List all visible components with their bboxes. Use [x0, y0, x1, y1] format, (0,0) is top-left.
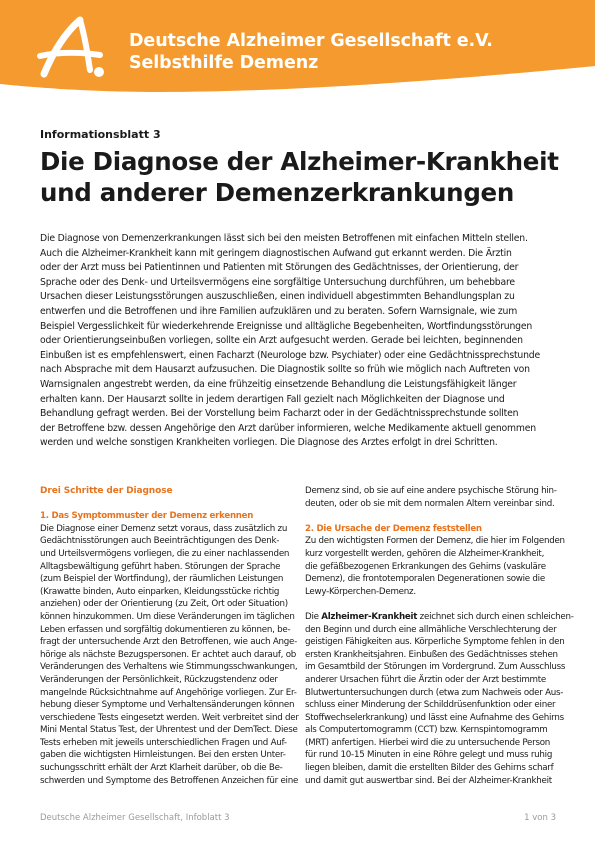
body-line: Veränderungen der Persönlichkeit, Rückzugstendenz oder: [40, 674, 278, 685]
body-line: Leben erfassen und sorgfältig dokumentieren zu können, be-: [40, 624, 291, 635]
body-line: anderer Ursachen führt die Ärztin oder der Arzt bestimmte: [305, 674, 547, 685]
body-line: im Gesamtbild der Störungen im Vordergrund. Zum Ausschluss: [305, 662, 566, 673]
body-line: Alltagsbewältigung geführt haben. Störungen der Sprache: [40, 561, 281, 572]
intro-line: erhalten kann. Der Hausarzt sollte in jedem derartigen Fall gezielt nach Möglichkeiten der Diagnose und: [40, 393, 505, 405]
body-line: den Beginn und durch eine allmähliche Verschlechterung der: [305, 624, 557, 635]
intro-line: nach Absprache mit dem Hausarzt aufzusuchen. Die Diagnostik sollte so früh wie möglich nach Auftreten von: [40, 364, 530, 376]
body-line: Stoffwechselerkrankung) und lässt eine Aufnahme des Gehirns: [305, 712, 564, 723]
org-name-line2: Selbsthilfe Demenz: [129, 53, 319, 73]
body-line: Demenz sind, ob sie auf eine andere psychische Störung hin-: [305, 486, 557, 496]
body-line: Demenz), die frontotemporalen Degenerationen sowie die: [305, 574, 545, 585]
body-line: hörige als nächste Bezugspersonen. Er achtet auch darauf, ob: [40, 649, 297, 660]
intro-line: Auch die Alzheimer-Krankheit kann mit geringem diagnostischen Aufwand gut erkannt werden. Die Ärztin: [40, 247, 512, 259]
bold-term: Alzheimer-Krankheit: [321, 611, 418, 622]
body-line: [305, 611, 574, 624]
intro-line: Warnsignalen angestrebt werden, da eine frühzeitig einsetzende Behandlung die Leistungsfähigkeit länger: [40, 378, 517, 390]
intro-line: oder der Arzt muss bei Patientinnen und Patienten mit Störungen des Gedächtnisses, der Orientierung, der: [40, 262, 519, 274]
section-heading: Drei Schritte der Diagnose: [40, 486, 173, 496]
body-line: können hinzukommen. Um diese Veränderungen im täglichen: [40, 611, 295, 622]
organization-name: [129, 30, 493, 74]
body-line: ersten Krankheitsjahren. Einbußen des Gedächtnisses stehen: [305, 649, 558, 660]
body-line: (MRT) anfertigen. Hierbei wird die zu untersuchende Person: [305, 737, 551, 748]
body-line: für rund 10-15 Minuten in eine Röhre gelegt und muss ruhig: [305, 750, 553, 761]
body-line: und damit gut auswertbar sind. Bei der Alzheimer-Krankheit: [305, 775, 552, 786]
body-line: hebung dieser Symptome und Verhaltensänderungen können: [40, 700, 295, 711]
intro-line: Die Diagnose von Demenzerkrankungen lässt sich bei den meisten Betroffenen mit einfachen Mitteln stellen.: [40, 233, 528, 244]
body-line: schwerden und Symptome des Betroffenen Anzeichen für eine: [40, 775, 299, 786]
intro-line: Ursachen dieser Leistungsstörungen auszuschließen, einen individuell abgestimmten Behandlungsplan zu: [40, 291, 515, 303]
body-line: Lewy-Körperchen-Demenz.: [305, 586, 416, 597]
intro-paragraph: [40, 232, 556, 451]
intro-line: oder Orientierungseinbußen vorliegen, sollte ein Arzt aufgesucht werden. Gerade bei leichten, beginnenden: [40, 335, 523, 347]
body-line: Blutwertuntersuchungen durch (etwa zum Nachweis oder Aus-: [305, 687, 564, 698]
title-line1: Die Diagnose der Alzheimer-Krankheit: [40, 147, 559, 176]
body-line: mangelnde Rücksichtnahme auf Angehörige vorliegen. Zur Er-: [40, 687, 297, 698]
body-line: (Krawatte binden, Auto einparken, Kleidungsstücke richtig: [40, 586, 280, 597]
intro-line: Sprache oder des Denk- und Urteilsvermögens eine sorgfältige Untersuchung durchführen, um behebbare: [40, 276, 515, 288]
inline-text: zeichnet sich durch einen schleichen-: [417, 611, 574, 622]
body-line: als Computertomogramm (CCT) bzw. Kernspintomogramm: [305, 725, 548, 736]
org-name-line1: Deutsche Alzheimer Gesellschaft e.V.: [129, 31, 493, 51]
body-line: Gedächtnisstörungen auch Beeinträchtigungen des Denk-: [40, 536, 280, 547]
page-header: [0, 0, 595, 95]
body-line: (zum Beispiel der Wortfindung), der räumlichen Leistungen: [40, 574, 284, 585]
footer-source: Deutsche Alzheimer Gesellschaft, Infoblatt 3: [40, 813, 230, 823]
body-line: gaben die wichtigsten Hirnleistungen. Bei den ersten Unter-: [40, 750, 286, 761]
body-line: Tests erheben mit jeweils unterschiedlichen Fragen und Auf-: [40, 737, 287, 748]
spacer: [40, 498, 290, 511]
left-column: [40, 485, 299, 787]
body-line: fragt der untersuchende Arzt den Betroffenen, wie auch Ange-: [40, 637, 298, 648]
body-line: anziehen) oder der Orientierung (zu Zeit, Ort oder Situation): [40, 599, 288, 610]
document-label: Informationsblatt 3: [40, 128, 161, 141]
body-line: suchungsschritt erhält der Arzt Klarheit darüber, ob die Be-: [40, 763, 283, 774]
body-line: Zu den wichtigsten Formen der Demenz, die hier im Folgenden: [305, 536, 565, 547]
intro-line: der Betroffene bzw. dessen Angehörige den Arzt darüber informieren, welche Medikamente aktuell genommen: [40, 422, 536, 434]
intro-line: werden und welche sonstigen Krankheiten vorliegen. Die Diagnose des Arztes erfolgt in drei Schritten.: [40, 437, 498, 449]
page-title: [40, 146, 559, 208]
intro-line: Beispiel Vergesslichkeit für wiederkehrende Ereignisse und alltägliche Begebenheiten, Wortfindungsstörungen: [40, 320, 533, 332]
intro-line: Einbußen ist es empfehlenswert, einen Facharzt (Neurologe bzw. Psychiater) oder eine Gedächtnissprechstunde: [40, 349, 541, 361]
body-line: die gefäßbezogenen Erkrankungen des Gehirns (vaskuläre: [305, 561, 546, 572]
footer-page-number: 1 von 3: [524, 813, 556, 823]
intro-line: Behandlung gefragt werden. Bei der Vorstellung beim Facharzt oder in der Gedächtnissprechstunde sollten: [40, 408, 519, 420]
body-line: Die Diagnose einer Demenz setzt voraus, dass zusätzlich zu: [40, 523, 288, 534]
inline-text: Die: [305, 611, 322, 622]
step1-heading: 1. Das Symptommuster der Demenz erkennen: [40, 511, 254, 522]
body-line: deuten, oder ob sie mit dem normalen Altern vereinbar sind.: [305, 498, 555, 509]
intro-line: entwerfen und die Betroffenen und ihre Familien aufzuklären und zu beraten. Sofern Warnsignale, wie zum: [40, 305, 518, 317]
body-line: verschiedene Tests eingesetzt werden. Weit verbreitet sind der: [40, 712, 299, 723]
spacer: [305, 598, 557, 611]
spacer: [305, 510, 557, 523]
body-line: schluss einer Minderung der Schilddrüsenfunktion oder einer: [305, 700, 556, 711]
title-line2: und anderer Demenzerkrankungen: [40, 178, 515, 207]
right-column: [305, 485, 574, 787]
body-line: und Urteilsvermögens vorliegen, die zu einer nachlassenden: [40, 548, 290, 559]
body-line: Mini Mental Status Test, der Uhrentest und der DemTect. Diese: [40, 725, 298, 736]
step2-heading: 2. Die Ursache der Demenz feststellen: [305, 523, 482, 534]
body-line: geistigen Fähigkeiten aus. Körperliche Symptome fehlen in den: [305, 637, 565, 648]
body-line: Veränderungen des Verhaltens wie Stimmungsschwankungen,: [40, 662, 298, 673]
body-line: liegen bleiben, damit die erstellten Bilder des Gehirns scharf: [305, 763, 554, 774]
body-line: kurz vorgestellt werden, gehören die Alzheimer-Krankheit,: [305, 548, 545, 559]
